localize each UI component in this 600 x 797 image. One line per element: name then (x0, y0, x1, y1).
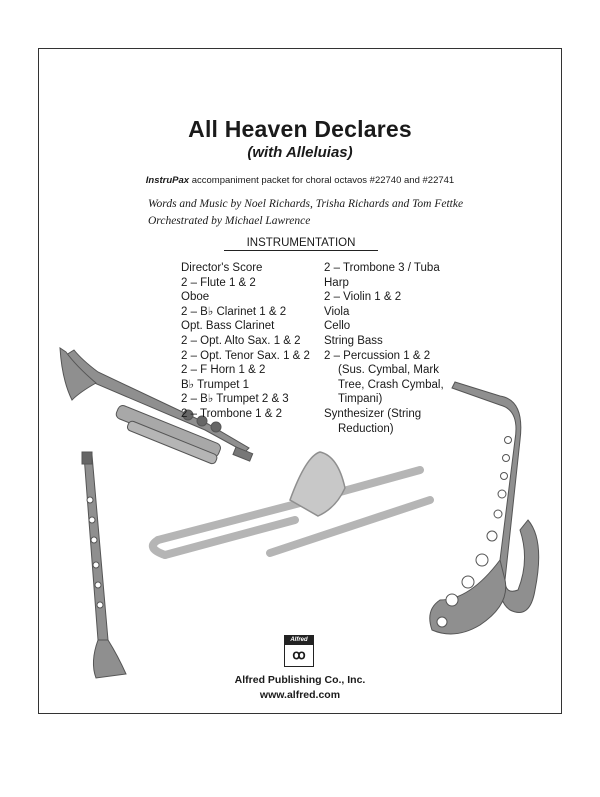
instrument-item: Synthesizer (String (324, 407, 422, 420)
instrument-item: 2 – Violin 1 & 2 (324, 291, 402, 304)
instrument-item: 2 – B♭ Clarinet 1 & 2 (181, 305, 287, 318)
publisher-url[interactable]: www.alfred.com (259, 689, 341, 701)
instrument-item: 2 – Trombone 3 / Tuba (324, 262, 440, 274)
instrument-item: 2 – B♭ Trumpet 2 & 3 (181, 393, 289, 406)
alfred-logo (284, 635, 314, 667)
packet-brand: InstruPax (145, 175, 190, 186)
instrument-item: Viola (324, 305, 350, 318)
instrumentation-right-column (324, 261, 444, 436)
packet-text: accompaniment packet for choral octavos #22740 and #22741 (189, 175, 455, 186)
logo-symbol-icon: ꝏ (292, 647, 306, 662)
trombone-illustration (153, 470, 430, 555)
instrumentation-heading: INSTRUMENTATION (224, 237, 378, 251)
packet-description (0, 175, 600, 186)
instrument-item-detail: Tree, Crash Cymbal, (338, 378, 444, 391)
instrument-item-detail: (Sus. Cymbal, Mark (338, 364, 439, 377)
clarinet-illustration (82, 452, 126, 678)
instrument-item: Oboe (181, 291, 210, 304)
instrument-item: Cello (324, 320, 351, 333)
instrument-item: B♭ Trumpet 1 (181, 378, 250, 391)
credits (148, 196, 463, 230)
title: All Heaven Declares (188, 116, 412, 142)
instrument-item: Director's Score (181, 262, 263, 274)
instrument-item: 2 – Flute 1 & 2 (181, 276, 256, 289)
instrumentation-left-column (181, 261, 310, 422)
instrument-item: 2 – F Horn 1 & 2 (181, 364, 266, 377)
publisher-name: Alfred Publishing Co., Inc. (234, 674, 366, 686)
instrument-item: 2 – Percussion 1 & 2 (324, 349, 431, 362)
instrument-item: 2 – Opt. Alto Sax. 1 & 2 (181, 334, 301, 347)
credits-orchestration: Orchestrated by Michael Lawrence (148, 215, 311, 227)
instrument-item-detail: Timpani) (338, 393, 383, 406)
credits-music: Words and Music by Noel Richards, Trisha Richards and Tom Fettke (148, 198, 464, 210)
instrument-item: 2 – Opt. Tenor Sax. 1 & 2 (181, 349, 310, 362)
instrument-item: Opt. Bass Clarinet (181, 320, 275, 333)
instrument-item: String Bass (324, 334, 383, 347)
instrument-item: Harp (324, 276, 349, 289)
subtitle: (with Alleluias) (247, 144, 353, 161)
logo-label: Alfred (285, 636, 313, 645)
instrument-item: 2 – Trombone 1 & 2 (181, 407, 283, 420)
instrument-item-detail: Reduction) (338, 422, 394, 435)
saxophone-illustration (430, 382, 539, 634)
